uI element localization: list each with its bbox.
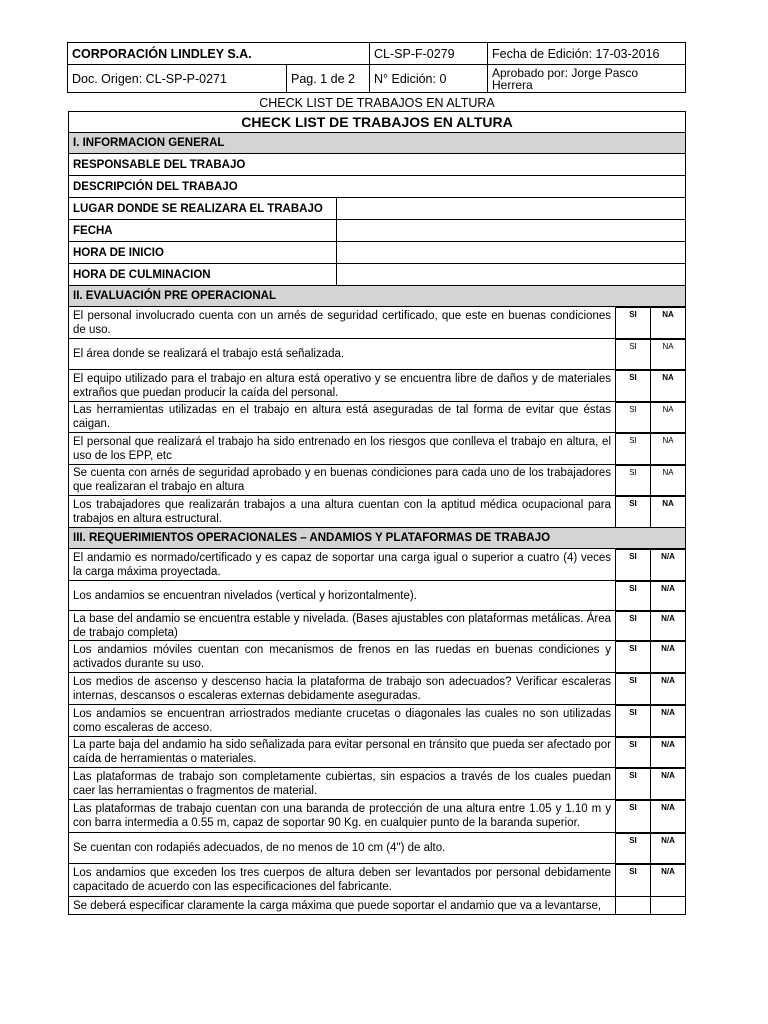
scaffold-item-10-na-box [651, 864, 685, 879]
field-end-time-input[interactable] [337, 264, 686, 286]
scaffold-item-3-na-checkbox[interactable] [651, 641, 686, 673]
scaffold-item-0-na-checkbox[interactable] [651, 549, 686, 581]
pre-operational-item-1-na-label: NA [651, 339, 685, 354]
scaffold-item-row [69, 705, 686, 737]
field-date-label: FECHA [69, 220, 337, 242]
pre-operational-item-4-na-label: NA [651, 433, 685, 448]
scaffold-item-10-na-label: N/A [651, 864, 685, 879]
pre-operational-item-5-na-label: NA [651, 465, 685, 480]
scaffold-item-5-na-box [651, 705, 685, 720]
scaffold-item-0-yes-checkbox[interactable] [616, 549, 651, 581]
scaffold-item-10-yes-box [616, 864, 650, 879]
pre-operational-item-4-yes-checkbox[interactable] [616, 433, 651, 465]
pre-operational-item-2-yes-box [616, 370, 650, 385]
scaffold-item-5-na-checkbox[interactable] [651, 705, 686, 737]
scaffold-item-4-na-label: N/A [651, 673, 685, 688]
pre-operational-item-6-yes-checkbox[interactable] [616, 496, 651, 528]
scaffold-item-10-na-checkbox[interactable] [651, 864, 686, 897]
field-location-input[interactable] [337, 198, 686, 220]
document-subtitle: CHECK LIST DE TRABAJOS EN ALTURA [259, 96, 495, 110]
pre-operational-item-3-na-box [651, 402, 685, 417]
scaffold-item-row [69, 833, 686, 864]
scaffold-item-11-na-checkbox[interactable] [651, 897, 686, 915]
section-pre-operational-title: II. EVALUACIÓN PRE OPERACIONAL [69, 286, 686, 307]
scaffold-item-question: Los andamios se encuentran arriostrados mediante crucetas o diagonales las cuales no son utilizadas como escaleras de acceso. [69, 705, 616, 737]
pre-operational-item-1-na-checkbox[interactable] [651, 339, 686, 370]
pre-operational-item-row [69, 339, 686, 370]
pre-operational-item-row [69, 307, 686, 339]
field-date-input[interactable] [337, 220, 686, 242]
pre-operational-item-2-na-box [651, 370, 685, 385]
field-responsible-label: RESPONSABLE DEL TRABAJO [69, 154, 686, 176]
pre-operational-item-question: El área donde se realizará el trabajo está señalizada. [69, 339, 616, 370]
scaffold-item-3-na-label: N/A [651, 641, 685, 656]
field-description-label: DESCRIPCIÓN DEL TRABAJO [69, 176, 686, 198]
field-location-label: LUGAR DONDE SE REALIZARA EL TRABAJO [69, 198, 337, 220]
scaffold-item-question: Los medios de ascenso y descenso hacia la plataforma de trabajo son adecuados? Verificar escaleras internas, descansos o escaleras externas debidamente aseguradas. [69, 673, 616, 705]
scaffold-item-question: Las plataformas de trabajo son completamente cubiertas, sin espacios a través de los cuales puedan caer las herramientas o fragmentos de material. [69, 768, 616, 800]
pre-operational-item-2-yes-label: SI [616, 370, 650, 385]
scaffold-item-1-yes-label: SI [616, 581, 650, 596]
scaffold-item-7-na-box [651, 768, 685, 783]
scaffold-item-question: La parte baja del andamio ha sido señalizada para evitar personal en tránsito que pueda ser afectado por caída de herramientas o materiales. [69, 737, 616, 768]
pre-operational-item-row [69, 465, 686, 496]
scaffold-item-3-na-box [651, 641, 685, 656]
pre-operational-item-4-yes-label: SI [616, 433, 650, 448]
scaffold-item-5-na-label: N/A [651, 705, 685, 720]
pre-operational-item-question: Las herramientas utilizadas en el trabajo en altura está aseguradas de tal forma de evitar que éstas caigan. [69, 402, 616, 433]
pre-operational-item-6-na-label: NA [651, 496, 685, 511]
scaffold-item-1-na-checkbox[interactable] [651, 581, 686, 611]
approved-by: Aprobado por: Jorge Pasco Herrera [488, 65, 686, 93]
scaffold-item-2-yes-label: SI [616, 611, 650, 626]
scaffold-item-5-yes-checkbox[interactable] [616, 705, 651, 737]
scaffold-item-0-yes-box [616, 549, 650, 564]
scaffold-item-10-yes-checkbox[interactable] [616, 864, 651, 897]
pre-operational-item-4-yes-box [616, 433, 650, 448]
scaffold-item-0-na-box [651, 549, 685, 564]
pre-operational-item-3-yes-label: SI [616, 402, 650, 417]
scaffold-item-8-yes-checkbox[interactable] [616, 800, 651, 833]
edition-number: N° Edición: 0 [370, 65, 488, 93]
pre-operational-item-0-na-label: NA [651, 307, 685, 322]
scaffold-item-row [69, 800, 686, 833]
scaffold-item-0-na-label: N/A [651, 549, 685, 564]
scaffold-item-7-na-checkbox[interactable] [651, 768, 686, 800]
pre-operational-item-4-na-box [651, 433, 685, 448]
scaffold-item-8-yes-label: SI [616, 800, 650, 815]
pre-operational-item-6-na-box [651, 496, 685, 511]
scaffold-item-3-yes-label: SI [616, 641, 650, 656]
pre-operational-item-1-yes-box [616, 339, 650, 354]
scaffold-item-9-yes-box [616, 833, 650, 848]
pre-operational-item-question: El personal que realizará el trabajo ha sido entrenado en los riesgos que conlleva el trabajo en altura, el uso de los EPP, etc [69, 433, 616, 465]
pre-operational-item-question: El equipo utilizado para el trabajo en altura está operativo y se encuentra libre de daños y de materiales extraños que puedan producir la caída del personal. [69, 370, 616, 402]
scaffold-item-row [69, 673, 686, 705]
pre-operational-item-6-na-checkbox[interactable] [651, 496, 686, 528]
scaffold-item-question: Los andamios que exceden los tres cuerpos de altura deben ser levantados por personal debidamente capacitado de acuerdo con las especificaciones del fabricante. [69, 864, 616, 897]
scaffold-item-8-na-box [651, 800, 685, 815]
pre-operational-item-4-na-checkbox[interactable] [651, 433, 686, 465]
scaffold-item-row [69, 737, 686, 768]
scaffold-item-8-na-checkbox[interactable] [651, 800, 686, 833]
scaffold-item-row [69, 641, 686, 673]
pre-operational-item-6-yes-label: SI [616, 496, 650, 511]
pre-operational-item-0-yes-label: SI [616, 307, 650, 322]
scaffold-item-question: Los andamios móviles cuentan con mecanismos de frenos en las ruedas en buenas condiciones y activados durante su uso. [69, 641, 616, 673]
edit-date: Fecha de Edición: 17-03-2016 [488, 43, 686, 65]
pre-operational-item-row [69, 496, 686, 528]
pre-operational-item-5-yes-box [616, 465, 650, 480]
scaffold-item-6-na-box [651, 737, 685, 752]
field-end-time-label: HORA DE CULMINACION [69, 264, 337, 286]
scaffold-item-row [69, 768, 686, 800]
scaffold-item-1-na-label: N/A [651, 581, 685, 596]
pre-operational-item-question: Los trabajadores que realizarán trabajos a una altura cuentan con la aptitud médica ocupacional para trabajos en altura estructural. [69, 496, 616, 528]
pre-operational-item-0-na-checkbox[interactable] [651, 307, 686, 339]
scaffold-item-11-yes-checkbox[interactable] [616, 897, 651, 915]
scaffold-item-question: Los andamios se encuentran nivelados (vertical y horizontalmente). [69, 581, 616, 611]
scaffold-item-9-na-box [651, 833, 685, 848]
pre-operational-item-5-yes-label: SI [616, 465, 650, 480]
pre-operational-item-question: El personal involucrado cuenta con un arnés de seguridad certificado, que este en buenas condiciones de uso. [69, 307, 616, 339]
scaffold-item-10-yes-label: SI [616, 864, 650, 879]
scaffold-item-6-yes-label: SI [616, 737, 650, 752]
scaffold-item-row [69, 549, 686, 581]
company-name: CORPORACIÓN LINDLEY S.A. [68, 43, 370, 65]
scaffold-item-2-yes-box [616, 611, 650, 626]
scaffold-item-7-na-label: N/A [651, 768, 685, 783]
pre-operational-item-0-yes-checkbox[interactable] [616, 307, 651, 339]
scaffold-item-5-yes-box [616, 705, 650, 720]
checklist-table [68, 111, 686, 915]
scaffold-item-7-yes-label: SI [616, 768, 650, 783]
origin-document: Doc. Origen: CL-SP-P-0271 [68, 65, 287, 93]
document-header [67, 42, 686, 93]
scaffold-item-0-yes-label: SI [616, 549, 650, 564]
pre-operational-item-2-na-label: NA [651, 370, 685, 385]
scaffold-item-3-yes-box [616, 641, 650, 656]
scaffold-item-6-na-checkbox[interactable] [651, 737, 686, 768]
pre-operational-item-0-na-box [651, 307, 685, 322]
scaffold-item-8-na-label: N/A [651, 800, 685, 815]
scaffold-item-question: Se cuentan con rodapiés adecuados, de no menos de 10 cm (4") de alto. [69, 833, 616, 864]
scaffold-item-2-na-box [651, 611, 685, 626]
pre-operational-item-question: Se cuenta con arnés de seguridad aprobado y en buenas condiciones para cada uno de los trabajadores que realizaran el trabajo en altura [69, 465, 616, 496]
pre-operational-item-0-yes-box [616, 307, 650, 322]
scaffold-item-row [69, 581, 686, 611]
pre-operational-item-6-yes-box [616, 496, 650, 511]
pre-operational-item-2-yes-checkbox[interactable] [616, 370, 651, 402]
pre-operational-item-5-yes-checkbox[interactable] [616, 465, 651, 496]
scaffold-item-question: Se deberá especificar claramente la carga máxima que puede soportar el andamio que va a levantarse, [69, 897, 616, 915]
scaffold-item-7-yes-box [616, 768, 650, 783]
scaffold-item-4-yes-checkbox[interactable] [616, 673, 651, 705]
scaffold-item-2-yes-checkbox[interactable] [616, 611, 651, 641]
scaffold-item-4-yes-label: SI [616, 673, 650, 688]
pre-operational-item-5-na-checkbox[interactable] [651, 465, 686, 496]
pre-operational-item-1-yes-checkbox[interactable] [616, 339, 651, 370]
pre-operational-item-3-yes-box [616, 402, 650, 417]
scaffold-item-9-yes-checkbox[interactable] [616, 833, 651, 864]
field-start-time-label: HORA DE INICIO [69, 242, 337, 264]
scaffold-item-3-yes-checkbox[interactable] [616, 641, 651, 673]
pre-operational-item-1-yes-label: SI [616, 339, 650, 354]
scaffold-item-1-yes-checkbox[interactable] [616, 581, 651, 611]
section-general-info-title: I. INFORMACION GENERAL [69, 133, 686, 154]
scaffold-item-2-na-label: N/A [651, 611, 685, 626]
scaffold-item-row [69, 897, 686, 915]
scaffold-item-6-yes-box [616, 737, 650, 752]
pre-operational-item-3-na-checkbox[interactable] [651, 402, 686, 433]
pre-operational-item-1-na-box [651, 339, 685, 354]
pre-operational-item-row [69, 370, 686, 402]
document-code: CL-SP-F-0279 [370, 43, 488, 65]
scaffold-item-2-na-checkbox[interactable] [651, 611, 686, 641]
pre-operational-item-3-yes-checkbox[interactable] [616, 402, 651, 433]
scaffold-item-1-yes-box [616, 581, 650, 596]
scaffold-item-4-na-checkbox[interactable] [651, 673, 686, 705]
scaffold-item-question: La base del andamio se encuentra estable y nivelada. (Bases ajustables con plataformas metálicas. Área de trabajo completa) [69, 611, 616, 641]
scaffold-item-question: El andamio es normado/certificado y es capaz de soportar una carga igual o superior a cuatro (4) veces la carga máxima proyectada. [69, 549, 616, 581]
scaffold-item-1-na-box [651, 581, 685, 596]
pre-operational-item-row [69, 402, 686, 433]
pre-operational-item-5-na-box [651, 465, 685, 480]
page-number: Pag. 1 de 2 [287, 65, 370, 93]
scaffold-item-4-yes-box [616, 673, 650, 688]
scaffold-item-row [69, 611, 686, 641]
scaffold-item-8-yes-box [616, 800, 650, 815]
scaffold-item-4-na-box [651, 673, 685, 688]
scaffold-item-6-na-label: N/A [651, 737, 685, 752]
pre-operational-item-3-na-label: NA [651, 402, 685, 417]
scaffold-item-5-yes-label: SI [616, 705, 650, 720]
section-operational-requirements-title: III. REQUERIMIENTOS OPERACIONALES – ANDAMIOS Y PLATAFORMAS DE TRABAJO [69, 528, 686, 549]
field-start-time-input[interactable] [337, 242, 686, 264]
scaffold-item-row [69, 864, 686, 897]
scaffold-item-9-na-checkbox[interactable] [651, 833, 686, 864]
scaffold-item-9-na-label: N/A [651, 833, 685, 848]
scaffold-item-question: Las plataformas de trabajo cuentan con una baranda de protección de una altura entre 1.05 y 1.10 m y con barra intermedia a 0.55 m, capaz de soportar 90 Kg. en cualquier punto de la baranda superior. [69, 800, 616, 833]
form-title: CHECK LIST DE TRABAJOS EN ALTURA [69, 112, 686, 133]
scaffold-item-6-yes-checkbox[interactable] [616, 737, 651, 768]
scaffold-item-7-yes-checkbox[interactable] [616, 768, 651, 800]
scaffold-item-9-yes-label: SI [616, 833, 650, 848]
pre-operational-item-row [69, 433, 686, 465]
pre-operational-item-2-na-checkbox[interactable] [651, 370, 686, 402]
